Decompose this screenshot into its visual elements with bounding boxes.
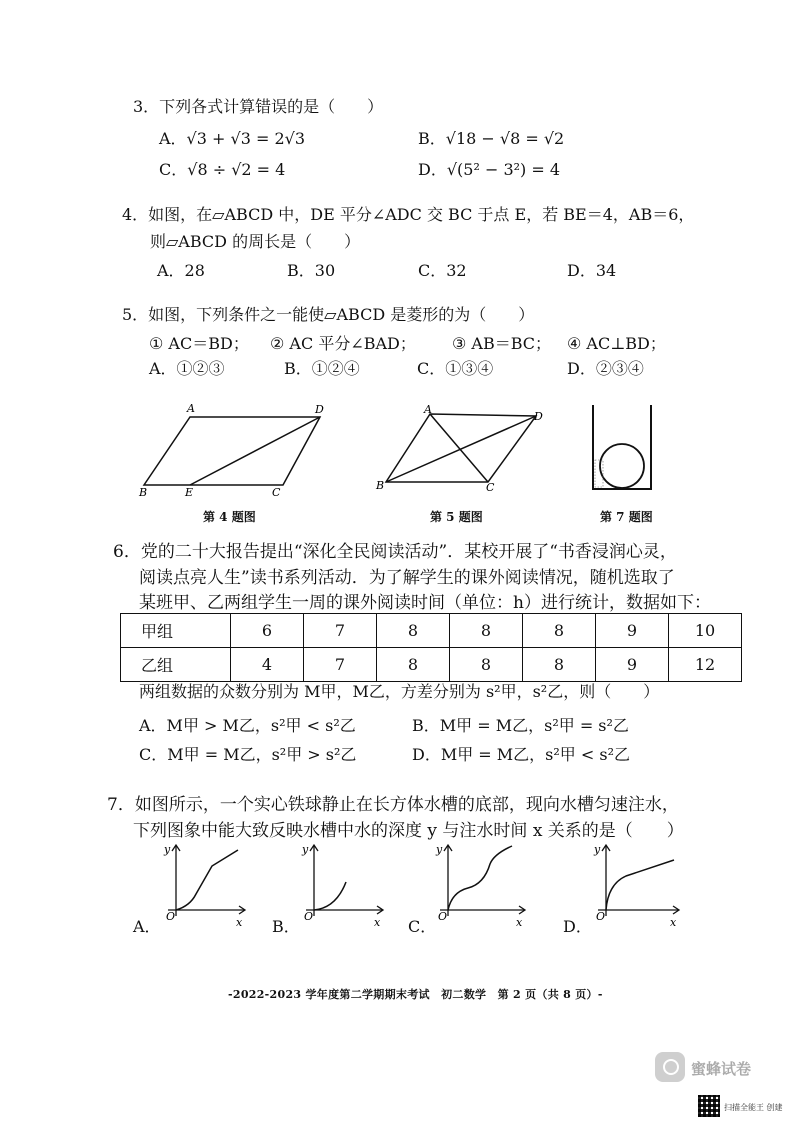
table-cell: 12 [669,648,742,682]
q7-stem-line2: 下列图象中能大致反映水槽中水的深度 y 与注水时间 x 关系的是（ ） [133,821,684,841]
q7-graph-d-label: D． [563,917,592,936]
graph-d-xlabel: x [670,916,677,929]
q5-option-d: D．②③④ [567,359,644,378]
figure-7-tank [588,403,658,495]
q6-data-table [120,613,742,682]
table-row-jia [121,614,742,648]
q7-stem-line1: 7．如图所示，一个实心铁球静止在长方体水槽的底部，现向水槽匀速注水， [107,795,679,815]
q6-stem-line3: 某班甲、乙两组学生一周的课外阅读时间（单位：h）进行统计，数据如下： [139,593,711,613]
table-cell: 4 [231,648,304,682]
graph-b-ylabel: y [302,843,309,856]
graph-b-xlabel: x [374,916,381,929]
figure-5-rhombus [372,402,547,494]
q4-option-c: C．32 [418,261,467,280]
table-cell: 10 [669,614,742,648]
q6-stem-line4: 两组数据的众数分别为 M甲，M乙，方差分别为 s²甲，s²乙，则（ ） [139,682,660,701]
table-cell: 8 [377,614,450,648]
table-cell: 8 [523,614,596,648]
table-cell: 9 [596,648,669,682]
q5-cond-1: ① AC＝BD； [149,334,249,353]
q4-stem-line2: 则▱ABCD 的周长是（ ） [150,232,361,251]
table-cell: 8 [377,648,450,682]
table-cell: 7 [304,614,377,648]
table-cell: 8 [450,614,523,648]
q5-stem: 5．如图，下列条件之一能使▱ABCD 是菱形的为（ ） [122,305,535,324]
fig4-label-a: A [187,402,195,415]
q7-graph-b [298,840,388,930]
q7-graph-c-label: C． [408,917,437,936]
table-row-yi [121,648,742,682]
q4-option-b: B．30 [287,261,336,280]
q3-option-c: C．√8 ÷ √2 = 4 [159,160,286,179]
graph-c-ylabel: y [436,843,443,856]
graph-c-xlabel: x [516,916,523,929]
fig5-label-a: A [424,403,432,416]
graph-a-origin: O [166,910,176,923]
fig4-label-b: B [139,486,148,499]
table-row-header: 乙组 [121,648,231,682]
q7-graph-c [432,840,532,930]
table-cell: 9 [596,614,669,648]
fig4-label-c: C [272,486,281,499]
fig5-label-c: C [486,481,495,494]
q4-option-a: A．28 [157,261,205,280]
q5-option-a: A．①②③ [149,359,225,378]
q7-graph-d [590,840,685,930]
graph-d-ylabel: y [594,843,601,856]
q5-cond-3: ③ AB＝BC； [452,334,552,353]
qr-code-icon [698,1095,720,1117]
q7-graph-b-label: B． [272,917,300,936]
q6-option-c: C．M甲 = M乙，s²甲 > s²乙 [139,745,357,764]
graph-c-origin: O [438,910,448,923]
q5-option-b: B．①②④ [284,359,360,378]
q7-graph-a [160,840,250,930]
q4-option-d: D．34 [567,261,617,280]
q3-option-d: D．√(5² − 3²) = 4 [418,160,561,179]
fig4-label-d: D [315,403,324,416]
fig5-label-b: B [376,479,385,492]
table-cell: 8 [450,648,523,682]
figure-4-caption: 第 4 题图 [203,510,256,524]
table-cell: 7 [304,648,377,682]
q5-cond-2: ② AC 平分∠BAD； [270,334,416,353]
fig4-label-e: E [185,486,194,499]
q5-cond-4: ④ AC⊥BD； [567,334,666,353]
graph-a-xlabel: x [236,916,243,929]
watermark-logo-icon [655,1052,685,1082]
graph-d-origin: O [596,910,606,923]
q6-option-d: D．M甲 = M乙，s²甲 < s²乙 [412,745,631,764]
q6-option-b: B．M甲 = M乙，s²甲 = s²乙 [412,716,629,735]
table-row-header: 甲组 [121,614,231,648]
graph-b-origin: O [304,910,314,923]
q3-stem: 3．下列各式计算错误的是（ ） [133,97,384,116]
fig5-label-d: D [534,410,543,423]
q6-option-a: A．M甲 > M乙，s²甲 < s²乙 [139,716,356,735]
table-cell: 8 [523,648,596,682]
q4-stem-line1: 4．如图，在▱ABCD 中，DE 平分∠ADC 交 BC 于点 E，若 BE＝4，AB＝6， [122,205,695,224]
q6-stem-line1: 6．党的二十大报告提出“深化全民阅读活动”．某校开展了“书香浸润心灵， [113,542,677,562]
graph-a-ylabel: y [164,843,171,856]
watermark-brand: 蜜蜂试卷 [691,1060,752,1078]
figure-5-caption: 第 5 题图 [430,510,483,524]
q7-graph-a-label: A． [133,917,161,936]
table-cell: 6 [231,614,304,648]
page-footer: -2022-2023 学年度第二学期期末考试 初二数学 第 2 页（共 8 页）- [228,988,603,1001]
q5-option-c: C．①③④ [417,359,494,378]
scanner-credit: 扫描全能王 创建 [724,1103,783,1112]
q6-stem-line2: 阅读点亮人生”读书系列活动．为了解学生的课外阅读情况，随机选取了 [139,568,675,588]
q3-option-b: B．√18 − √8 = √2 [418,129,565,148]
q3-option-a: A．√3 + √3 = 2√3 [159,129,306,148]
figure-7-caption: 第 7 题图 [600,510,653,524]
figure-4-parallelogram [135,400,335,500]
